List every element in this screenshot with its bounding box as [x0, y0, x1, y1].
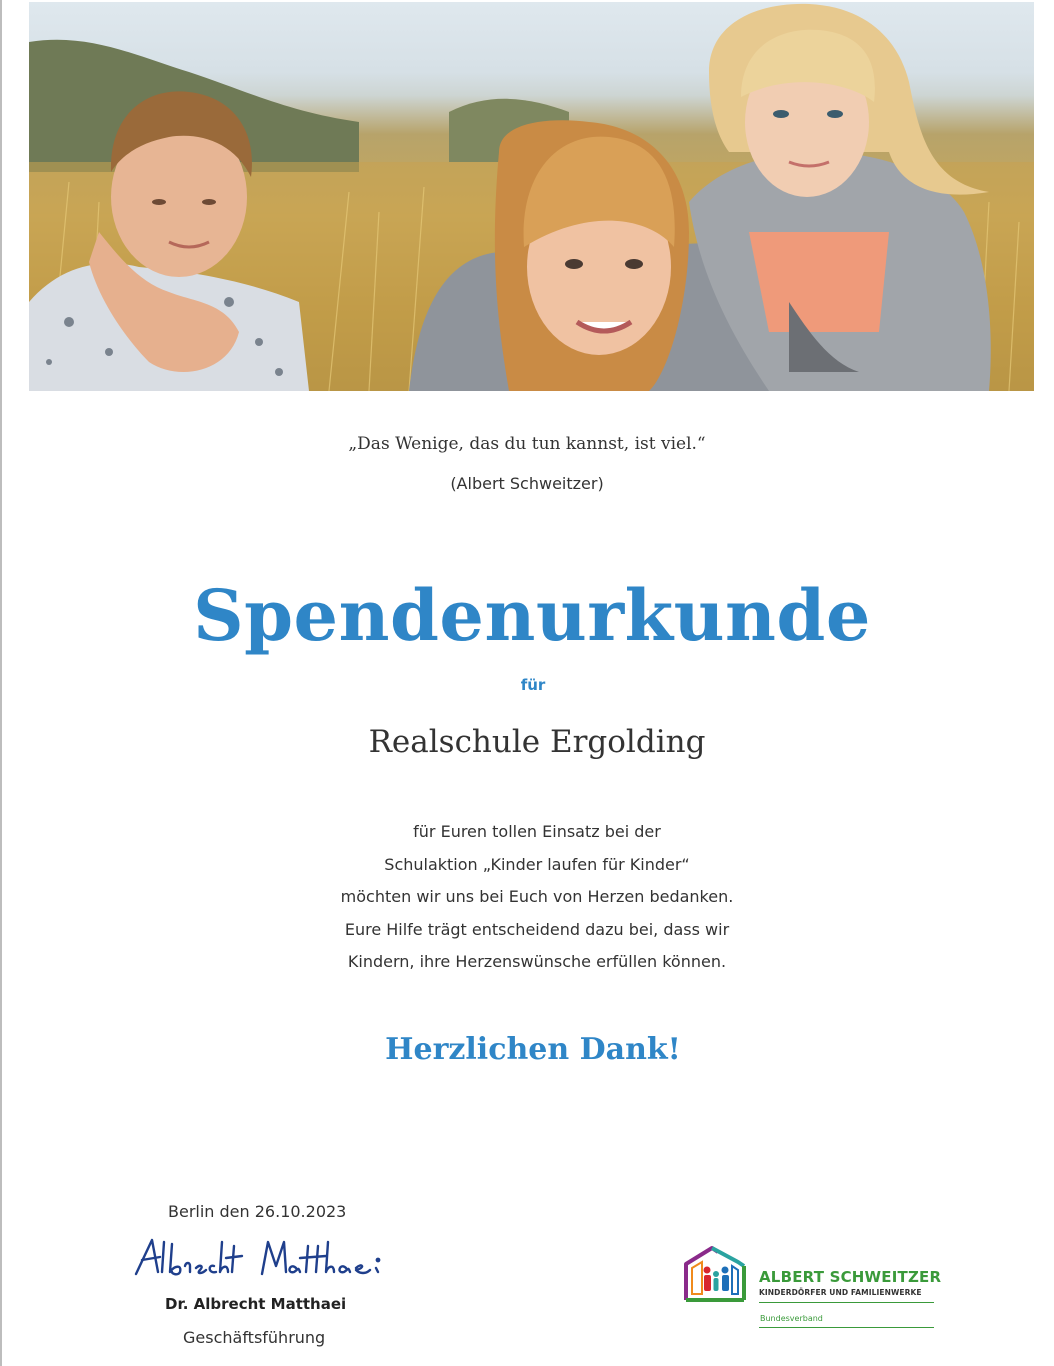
- signer-name: Dr. Albrecht Matthaei: [165, 1295, 347, 1313]
- logo-divider: [759, 1302, 934, 1303]
- thanks-heading: Herzlichen Dank!: [385, 1032, 681, 1067]
- certificate-title: Spendenurkunde: [193, 574, 871, 657]
- recipient-name: Realschule Ergolding: [368, 724, 706, 760]
- for-label: für: [520, 676, 546, 694]
- handwritten-signature-icon: [130, 1232, 400, 1292]
- logo-name: ALBERT SCHWEITZER: [759, 1268, 942, 1286]
- children-in-field-photo-icon: [29, 2, 1034, 391]
- body-line: Schulaktion „Kinder laufen für Kinder“: [384, 854, 690, 874]
- quote-author: (Albert Schweitzer): [450, 474, 604, 493]
- place-date: Berlin den 26.10.2023: [168, 1202, 347, 1221]
- body-line: Eure Hilfe trägt entscheidend dazu bei, dass wir: [344, 919, 730, 939]
- body-line: möchten wir uns bei Euch von Herzen bedanken.: [340, 887, 734, 906]
- signature: [130, 1232, 400, 1296]
- girl-right-figure: [689, 4, 991, 391]
- header-photo: [29, 2, 1034, 391]
- logo-branch: Bundesverband: [760, 1314, 823, 1323]
- logo-divider: [759, 1327, 934, 1328]
- logo-subtitle: KINDERDÖRFER UND FAMILIENWERKE: [759, 1288, 922, 1297]
- house-family-logo-icon: [682, 1244, 752, 1306]
- signer-role: Geschäftsführung: [183, 1328, 326, 1347]
- body-paragraph: [0, 818, 1054, 981]
- body-line: für Euren tollen Einsatz bei der: [413, 822, 661, 841]
- albert-schweitzer-logo: [682, 1244, 942, 1334]
- body-line: Kindern, ihre Herzenswünsche erfüllen können.: [347, 952, 727, 971]
- quote-text: „Das Wenige, das du tun kannst, ist viel.“: [348, 434, 706, 454]
